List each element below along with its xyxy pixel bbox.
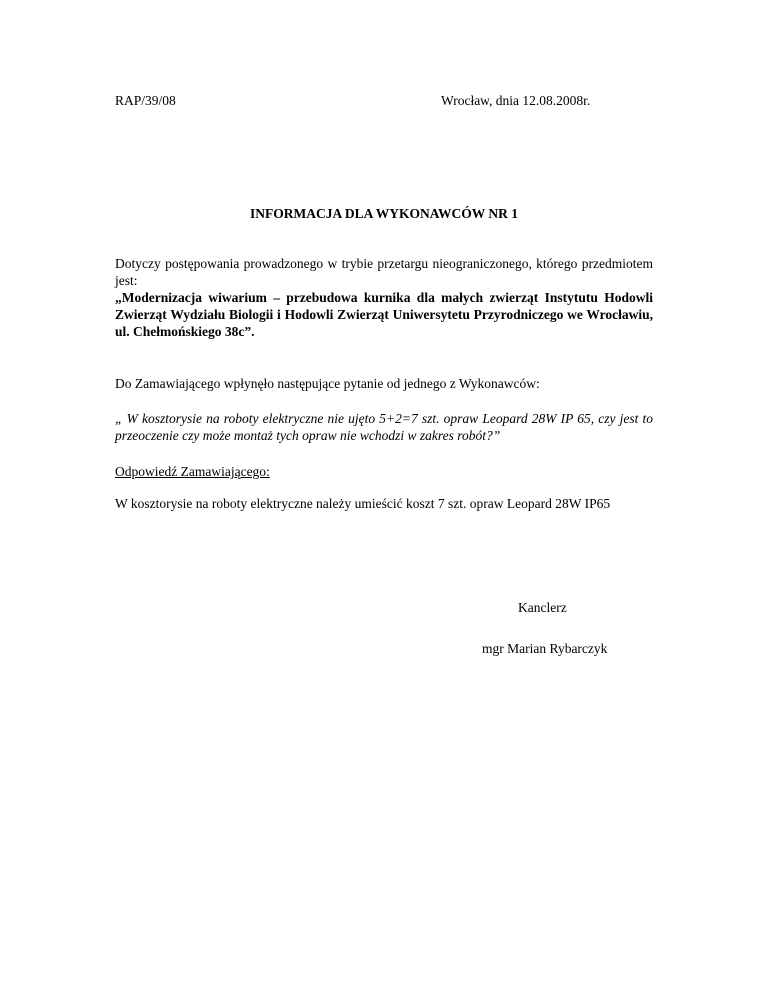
intro-lead: Dotyczy postępowania prowadzonego w trybie przetargu nieograniczonego, którego przedmiotem jest: [115,256,653,288]
question-intro: Do Zamawiającego wpłynęło następujące pytanie od jednego z Wykonawców: [115,376,540,391]
intro-paragraph [115,255,653,340]
answer-label-colon: : [266,464,270,479]
place-date: Wrocław, dnia 12.08.2008r. [441,93,591,108]
answer-label [115,463,270,480]
answer-label-text: Odpowiedź Zamawiającego [115,464,267,479]
signatory-name: mgr Marian Rybarczyk [482,641,608,656]
question-text: „ W kosztorysie na roboty elektryczne nie ujęto 5+2=7 szt. opraw Leopard 28W IP 65, czy jest to przeoczenie czy może montaż tych opraw nie wchodzi w zakres robót?” [115,411,653,443]
document-title: INFORMACJA DLA WYKONAWCÓW NR 1 [249,206,519,221]
tender-subject: „Modernizacja wiwarium – przebudowa kurnika dla małych zwierząt Instytutu Hodowli Zwierząt Wydziału Biologii i Hodowli Zwierząt Uniwersytetu Przyrodniczego we Wrocławiu, ul. Chełmońskiego 38c”. [115,290,653,339]
signatory-role: Kanclerz [518,600,567,615]
reference-number: RAP/39/08 [115,93,176,108]
answer-text: W kosztorysie na roboty elektryczne należy umieścić koszt 7 szt. opraw Leopard 28W IP65 [115,496,611,511]
